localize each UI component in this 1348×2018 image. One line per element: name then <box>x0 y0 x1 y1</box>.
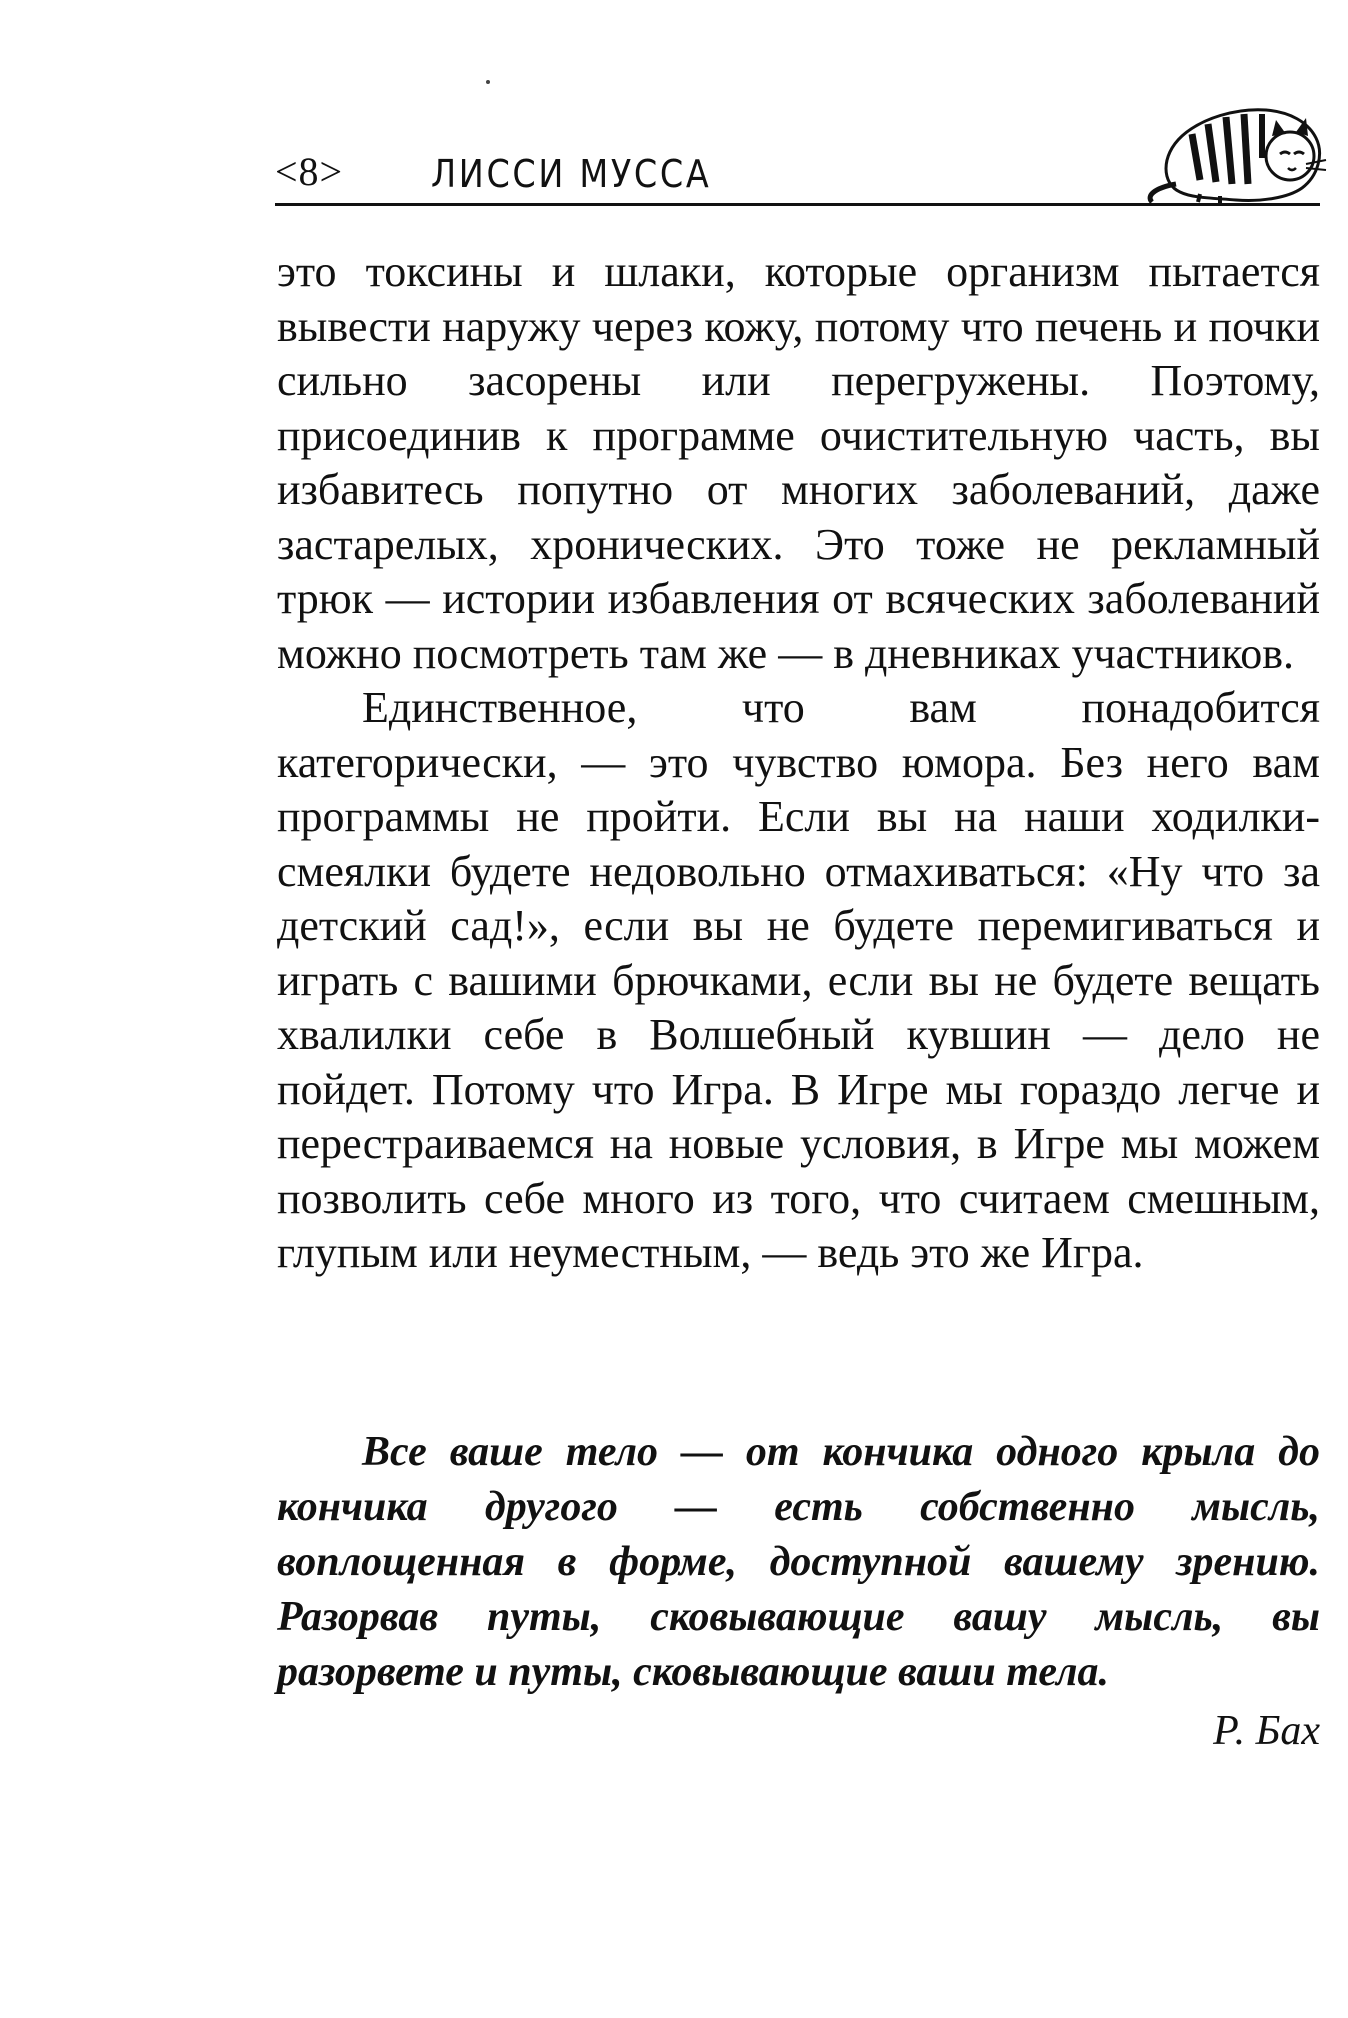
epigraph-author: Р. Бах <box>1213 1708 1320 1754</box>
running-head-author: ЛИССИ МУССА <box>431 152 712 196</box>
print-speck <box>486 80 490 84</box>
striped-cat-icon <box>1140 84 1330 204</box>
page-number: <8> <box>275 149 344 194</box>
main-text <box>277 245 1320 1281</box>
paragraph-continued: это токсины и шлаки, которые организм пытается вывести наружу через кожу, потому что печень и почки сильно засорены или перегружены. Поэтому, присоединив к программе очистительную часть, вы избавитесь попутно от многих заболеваний, даже застарелых, хронических. Это тоже не рекламный трюк — истории избавления от всяческих заболеваний можно посмотреть там же — в дневниках участников. <box>277 247 1320 678</box>
epigraph-quote: Все ваше тело — от кончика одного крыла до кончика другого — есть собственно мысль, воплощенная в форме, доступной вашему зрению. Разорвав путы, сковывающие вашу мысль, вы разорвете и путы, сковывающие ваши тела. <box>277 1429 1320 1695</box>
paragraph: Единственное, что вам понадобится категорически, — это чувство юмора. Без него вам программы не пройти. Если вы на наши ходилки-смеялки будете недовольно отмахиваться: «Ну что за детский сад!», если вы не будете перемигиваться и играть с вашими брючками, если вы не будете вещать хвалилки себе в Волшебный кувшин — дело не пойдет. Потому что Игра. В Игре мы гораздо легче и перестраиваемся на новые условия, в Игре мы можем позволить себе много из того, что считаем смешным, глупым или неуместным, — ведь это же Игра. <box>277 683 1320 1277</box>
